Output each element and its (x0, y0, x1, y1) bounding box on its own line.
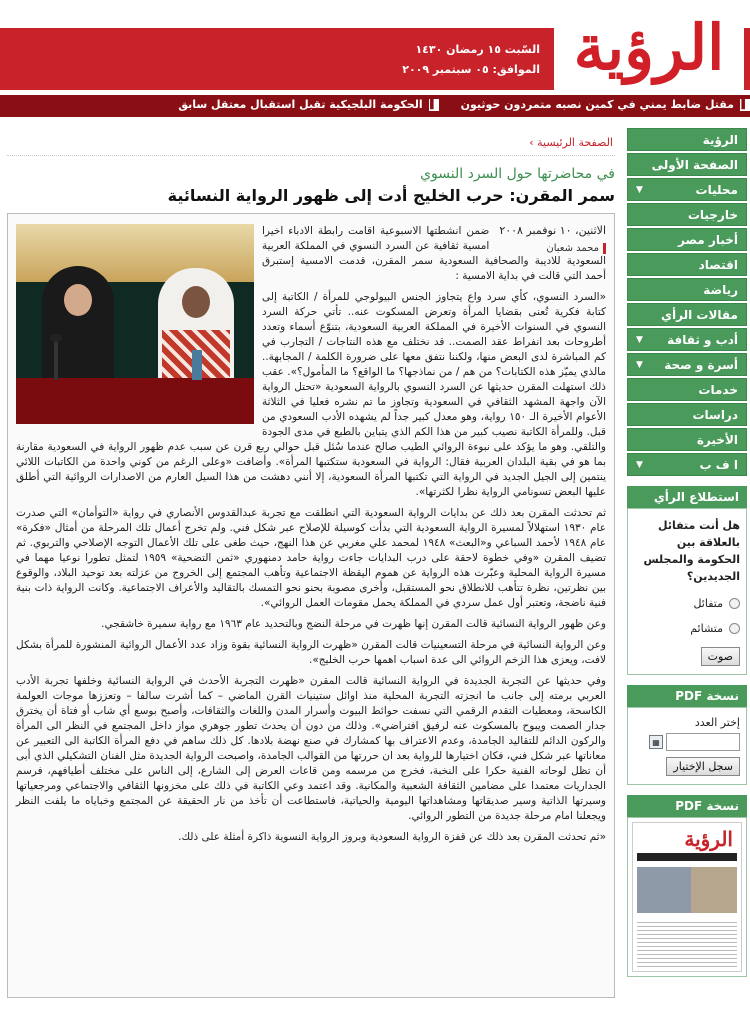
nav-item[interactable]: أسرة و صحة ▼ (627, 353, 747, 376)
pdf-preview-box (627, 817, 747, 977)
article-paragraph: وعن الرواية النسائية في مرحلة التسعينيات قالت المقرن «ظهرت الرواية النسائية بقوة وزاد عدد الأعمال الروائية المنشورة للمرأة بشكل لافت، ويعزى هذا الزخم الروائي الى عدة اسباب اهمها حرب الخليج». (16, 639, 606, 666)
poll-option[interactable]: متفائل (634, 597, 740, 610)
poll-option[interactable]: متشائم (634, 622, 740, 635)
article-paragraph: وعن ظهور الرواية النسائية قالت المقرن إنها ظهرت في مرحلة النضج وبالتحديد عام ١٩٦٣ مع رواية سميرة خاشقجي. (101, 618, 606, 630)
article-body (7, 213, 615, 998)
dropdown-arrow-icon: ▼ (636, 460, 643, 470)
pdf-search-box (627, 707, 747, 785)
article-paragraph: «السرد النسوي، كأي سرد واع يتجاوز الجنس البيولوجي للمرأة / الكاتبة إلى كتابة فكرية تُعنى بقضايا المرأة وتعرض المسكوت عنه.. تأتي حركة السرد النسوي في السنوات الأخيرة في المملكة العربية السعودية، بتنوّع أسماء وتعدد أطروحات بعد انفراط عقد الصمت.. قد نختلف مع هذه النتاجات / التجارب في كم المباشرة لدى البعض منها، ولكننا نتفق معها على ضرورة الكلمة / المجابهة.. مالذي يميّز هذه الكتابات؟ من هم / من نماذجها؟ ما الواقع؟ ما المأمول؟». عقب ذلك استهلت المقرن حديثها عن السرد النسوي بالرواية السعودية «تحتل الرواية الآن واجهة المشهد الثقافي في السعودية وتجاوز ما تم نشره فعليا في الثلاثة الأعوام الأخيرة الـ ١٥٠ رواية، وهو معدل كبير جداً لم يشهده الأدب السعودي من قبل. وللمرأة الكاتبة نصيب كبير من هذا الكم الذي يتباين بالطبع في مدى الجودة والتلقي. وهو ما يؤكد على نبوءة الروائي الطيب صالح عندما سُئل قبل حوالي ربع قرن عن سبب عدم ظهور الرواية في السعودية مقارنة بما هو في بقية البلدان العربية فقال: الرواية في السعودية ستكتبها المرأة». وأضافت «وعلى الرغم من كوني واحدة من الكاتبات اللائي ينتمين إلى الجيل الجديد في الرواية التي تكتبها المرأة السعودية، إلا أنني دهشت من هذا السيل العارم من الاصدارات الروائية التي أطلق عليها البعض تسونامي الرواية نظرا لكثرتها». (16, 291, 606, 498)
pdf-search-title: PDF نسخة (627, 685, 747, 707)
article-paragraph: وفي حديثها عن التجربة الجديدة في الرواية النسائية قالت المقرن «ظهرت التجربة الأحدث في الرواية النسائية وخلفها تجربة الأدب العربي برمته إلى جانب ما انجزته التجربة المحلية منذ اوائل ستينيات القرن الماضي – كما أشرت سالفا – وتعززها موجات العولمة الكاسحة، ومعطيات التقدم الرقمي التي نسفت حوائط البيوت وأسرار المدن واللغات والثقافات، وأصبح بوسع أي شاب أو فتاة أن يخترق جدار الصمت ويبوح بالمسكوت عنه لرفيق افتراضي». وذلك من دون أن يحدث تطور جوهري مواز داخل المجتمع في النظر الى المرأة والركون الدائم للتقاليد الجامدة، وعدم الاعتراف بها كمشارك في صنع نهضة بلادها. كل ذلك ساهم في دفع المرأة الكاتبة الى التعبير عن معاناتها عبر شكل فني، فكان اختيارها للرواية بعد ان حررتها من القوالب الجامدة، واصبحت الرواية الجديدة مثل الفنان التشكيلي الذي أبى أن تظل لوحاته الفنية حكرا على النخبة، فخرج من مرسمه ومن قاعات العرض إلى الشارع، إلى الناس على مختلف أطيافهم، فرسم الجداريات معتمدا على مضامين الثقافة الشعبية والمكانية. وقد اعتمد وعي الكاتبة في ذلك على مخزونها الثقافي والاجتماعي ومرجعياتها وسيرتها الذاتية وسير صديقاتها ومشاهداتها اليومية والحياتية، فاستطاعت أن تأخذ من نار الحقيقة عن المجتمع وخباياه ما يلفت النظر ويجعلنا امام مرحلة جديدة من التطور الروائي. (16, 675, 606, 822)
vote-button[interactable]: صوت (701, 647, 740, 666)
poll-title: استطلاع الرأي (627, 486, 747, 508)
radio-icon[interactable] (729, 598, 740, 609)
article-date: الاثنين، ١٠ نوفمبر ٢٠٠٨ (499, 224, 606, 237)
article-photo (16, 224, 254, 424)
ticker-bullet-icon: ▌ (430, 99, 438, 110)
nav-item[interactable]: أدب و ثقافة ▼ (627, 328, 747, 351)
main-content (7, 128, 615, 998)
thumb-logo: الرؤية (684, 827, 733, 851)
site-logo[interactable]: الرؤية (554, 0, 744, 95)
issue-label: إختر العدد (694, 716, 740, 729)
nav-item[interactable]: اقتصاد (627, 253, 747, 276)
dropdown-arrow-icon: ▼ (636, 360, 643, 370)
nav-item[interactable]: ا ف ب ▼ (627, 453, 747, 476)
article-paragraph: ثم تحدثت المقرن بعد ذلك عن بدايات الرواية السعودية التي انطلقت مع تجربة عبدالقدوس الأنصاري في رواية «التوأمان» التي صدرت عام ١٩٣٠ استهلالاً لمسيرة الرواية السعودية التي بدأت كوسيلة للإصلاح عبر شكل فني. ولم تخرج أعمال تلك المرحلة من أمثال «فكرة» عام ١٩٤٨ لأحمد السباعي و«البعث» ١٩٤٨ لمحمد علي مغربي عن هذا النهج، حيث طغى على تلك الأعمال التوجه الإصلاحي والتربوي. ثم تضيف المقرن «وفي خطوة لاحقة على درب البدايات جاءت رواية حامد دمنهوري «ثمن التضحية» ١٩٥٩ لتمثل تطورا نوعيا مهما في مسيرة الرواية المحلية وعبّرت هذه الرواية عن هموم اليقظة الاجتماعية وتأهب المجتمع إلى الخروج من عزلته بعد توحيد البلاد، والوقوع بين نظرتين، نظرة تتأهب للانطلاق نحو المستقبل، وأخرى مصوبة بحنو نحو التمسك بالتقاليد والأعراف الاجتماعية. وكانت الرواية ذات بنية فنية ناضجة، وتعتبر أول عمل سردي في المملكة يحمل مقومات العمل الروائي». (16, 507, 607, 609)
nav-item[interactable]: الصفحة الأولى (627, 153, 747, 176)
dropdown-arrow-icon: ▼ (636, 335, 643, 345)
nav-item[interactable]: خارجيات (627, 203, 747, 226)
nav-item[interactable]: مقالات الرأي (627, 303, 747, 326)
breadcrumb[interactable]: الصفحة الرئيسية › (7, 128, 615, 156)
nav-item[interactable]: الرؤية (627, 128, 747, 151)
article-headline: سمر المقرن: حرب الخليج أدت إلى ظهور الرواية النسائية (167, 186, 615, 205)
issue-date-input[interactable] (666, 733, 740, 751)
ticker-bullet-icon: ▌ (741, 99, 749, 110)
article-paragraph: ضمن انشطتها الاسبوعية اقامت رابطة الادباء اخيرا امسية ثقافية عن السرد النسوي في المملكة العربية السعودية للاديبة والصحافية السعودية سمر المقرن، قدمت الامسية إستبرق أحمد التي قالت في بداية الامسية : (262, 225, 606, 282)
nav-item[interactable]: الأخيرة (627, 428, 747, 451)
date-gregorian: الموافق: ٠٥ سبتمبر ٢٠٠٩ (402, 63, 540, 76)
radio-icon[interactable] (729, 623, 740, 634)
poll-box (627, 508, 747, 675)
calendar-icon[interactable]: ▦ (649, 735, 663, 749)
nav-item[interactable]: رياضة (627, 278, 747, 301)
article-author: محمد شعبان (499, 243, 606, 254)
news-ticker (0, 95, 750, 117)
ticker-item[interactable]: ▌ الحكومة البلجيكية تقبل استقبال معتقل سابق (178, 98, 438, 111)
submit-issue-button[interactable]: سجل الإختيار (666, 757, 740, 776)
article-subtitle: في محاضرتها حول السرد النسوي (420, 166, 615, 182)
sidebar (627, 128, 747, 977)
nav-item[interactable]: دراسات (627, 403, 747, 426)
article-meta (499, 224, 606, 254)
nav-item[interactable]: خدمات (627, 378, 747, 401)
pdf-thumbnail[interactable] (632, 822, 742, 972)
nav-item[interactable]: أخبار مصر (627, 228, 747, 251)
main-nav (627, 128, 747, 476)
pdf-preview-title: PDF نسخة (627, 795, 747, 817)
nav-item[interactable]: محليات ▼ (627, 178, 747, 201)
article-paragraph: «ثم تحدثت المقرن بعد ذلك عن قفزة الرواية السعودية وبروز الرواية النسوية ذاكرة أمثلة على ذلك. (178, 831, 606, 843)
ticker-item[interactable]: ▌ مقتل ضابط يمني في كمين نصبه متمردون حوثيون (460, 98, 749, 111)
date-hijri: السّبت ١٥ رمضان ١٤٣٠ (415, 43, 540, 56)
dropdown-arrow-icon: ▼ (636, 185, 643, 195)
poll-question: هل أنت متفائل بالعلاقة بين الحكومة والمجلس الجديدين؟ (643, 519, 740, 583)
site-header (0, 0, 750, 95)
header-dates (402, 40, 540, 80)
